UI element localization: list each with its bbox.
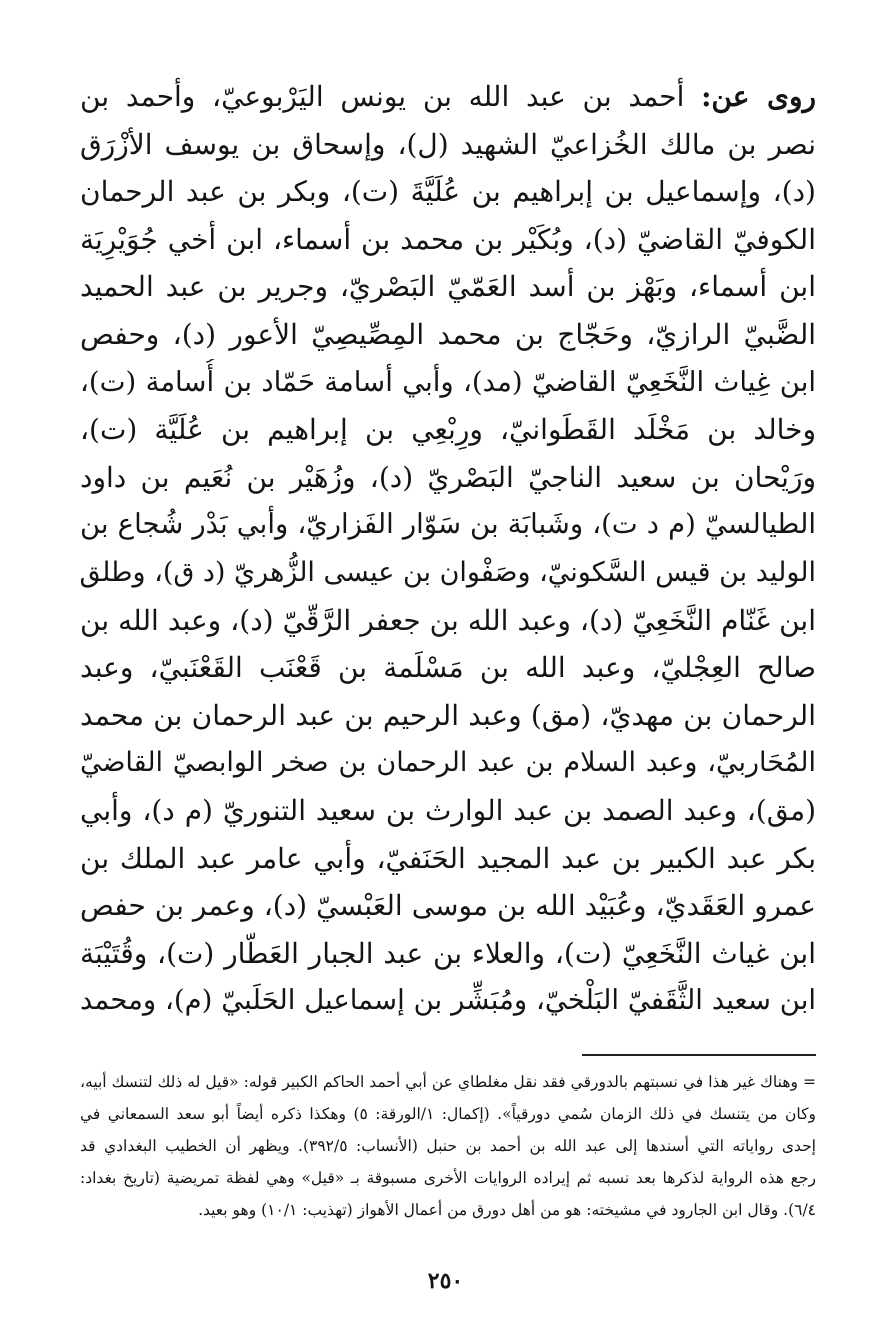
- main-text-line-content: أحمد بن عبد الله بن يونس اليَرْبوعيّ، وأحمد بن: [80, 80, 685, 113]
- main-text-line: [80, 73, 816, 121]
- main-text-line: (د)، وإسماعيل بن إبراهيم بن عُلَيَّةَ (ت)، وبكر بن عبد الرحمان: [80, 175, 816, 209]
- footnote-line: = وهناك غير هذا في نسبتهم بالدورقي فقد نقل مغلطاي عن أبي أحمد الحاكم الكبير قوله: «قيل له ذلك لتنسك أبيه،: [80, 1073, 816, 1091]
- main-text-line: بكر عبد الكبير بن عبد المجيد الحَنَفيّ، وأبي عامر عبد الملك بن: [80, 841, 816, 875]
- main-text-line: ابن غياث النَّخَعِيّ (ت)، والعلاء بن عبد الجبار العَطّار (ت)، وقُتَيْبَة: [80, 936, 816, 970]
- main-text-line: الطيالسيّ (م د ت)، وشَبابَة بن سَوّار الفَزاريّ، وأبي بَدْر شُجاع بن: [80, 508, 816, 541]
- page-number: ٢٥٠: [427, 1268, 464, 1294]
- main-text-line: المُحَاربيّ، وعبد السلام بن عبد الرحمان بن صخر الوابصيّ القاضيّ: [80, 747, 816, 779]
- main-text-line: (مق)، وعبد الصمد بن عبد الوارث بن سعيد التنوريّ (م د)، وأبي: [80, 793, 816, 827]
- footnote-line: إحدى رواياته التي أسندها إلى عبد الله بن أحمد بن حنبل (الأنساب: ٣٩٢/٥). ويظهر أن الخطيب البغدادي قد: [80, 1137, 816, 1155]
- section-lead-label: روى عن:: [701, 80, 816, 113]
- footnote-divider: [582, 1054, 816, 1056]
- main-text-line: ابن سعيد الثَّقَفيّ البَلْخيّ، ومُبَشِّر بن إسماعيل الحَلَبيّ (م)، ومحمد: [80, 984, 816, 1017]
- main-text-block: [80, 73, 816, 1025]
- main-text-line: الضَّبيّ الرازيّ، وحَجّاج بن محمد المِصِّيصِيّ الأعور (د)، وحفص: [80, 317, 816, 351]
- main-text-line: ورَيْحان بن سعيد الناجيّ البَصْريّ (د)، وزُهَيْر بن نُعَيم بن داود: [80, 460, 816, 494]
- main-text-line: ابن أسماء، وبَهْز بن أسد العَمّيّ البَصْريّ، وجرير بن عبد الحميد: [80, 270, 816, 304]
- main-text-line: وخالد بن مَخْلَد القَطَوانيّ، ورِبْعِي بن إبراهيم بن عُلَيَّة (ت)،: [80, 413, 816, 447]
- main-text-line: ابن غِياث النَّخَعِيّ القاضيّ (مد)، وأبي أسامة حَمّاد بن أُسامة (ت)،: [80, 365, 816, 398]
- main-text-line: الرحمان بن مهديّ، (مق) وعبد الرحيم بن عبد الرحمان بن محمد: [80, 698, 816, 732]
- main-text-line: الوليد بن قيس السَّكونيّ، وصَفْوان بن عيسى الزُّهريّ (د ق)، وطلق: [80, 556, 816, 588]
- main-text-line: الكوفيّ القاضيّ (د)، وبُكَيْر بن محمد بن أسماء، ابن أخي جُوَيْرِيَة: [80, 222, 816, 256]
- main-text-line: ابن غَنّام النَّخَعِيّ (د)، وعبد الله بن جعفر الرَّقّيّ (د)، وعبد الله بن: [80, 603, 816, 637]
- footnote-line: وكان من يتنسك في ذلك الزمان سُمي دورقياً». (إكمال: ١/الورقة: ٥) وهكذا ذكره أيضاً أبو سعد السمعاني في: [80, 1105, 816, 1123]
- main-text-line: عمرو العَقَديّ، وعُبَيْد الله بن موسى العَبْسيّ (د)، وعمر بن حفص: [80, 889, 816, 923]
- footnote-line: رجع هذه الرواية لذكرها بعد نسبه ثم إيراده الروايات الأخرى مسبوقة بـ «قيل» وهي لفظة تمريضية (تاريخ بغداد:: [80, 1169, 816, 1187]
- footnote-line: ٦/٤). وقال ابن الجارود في مشيخته: هو من أهل دورق من أعمال الأهواز (تهذيب: ١٠/١) وهو بعيد.: [198, 1201, 816, 1219]
- main-text-line: صالح العِجْليّ، وعبد الله بن مَسْلَمة بن قَعْنَب القَعْنَبيّ، وعبد: [80, 651, 816, 685]
- main-text-line: نصر بن مالك الخُزاعيّ الشهيد (ل)، وإسحاق بن يوسف الأزْرَق: [80, 127, 816, 161]
- footnotes-block: [80, 1066, 816, 1226]
